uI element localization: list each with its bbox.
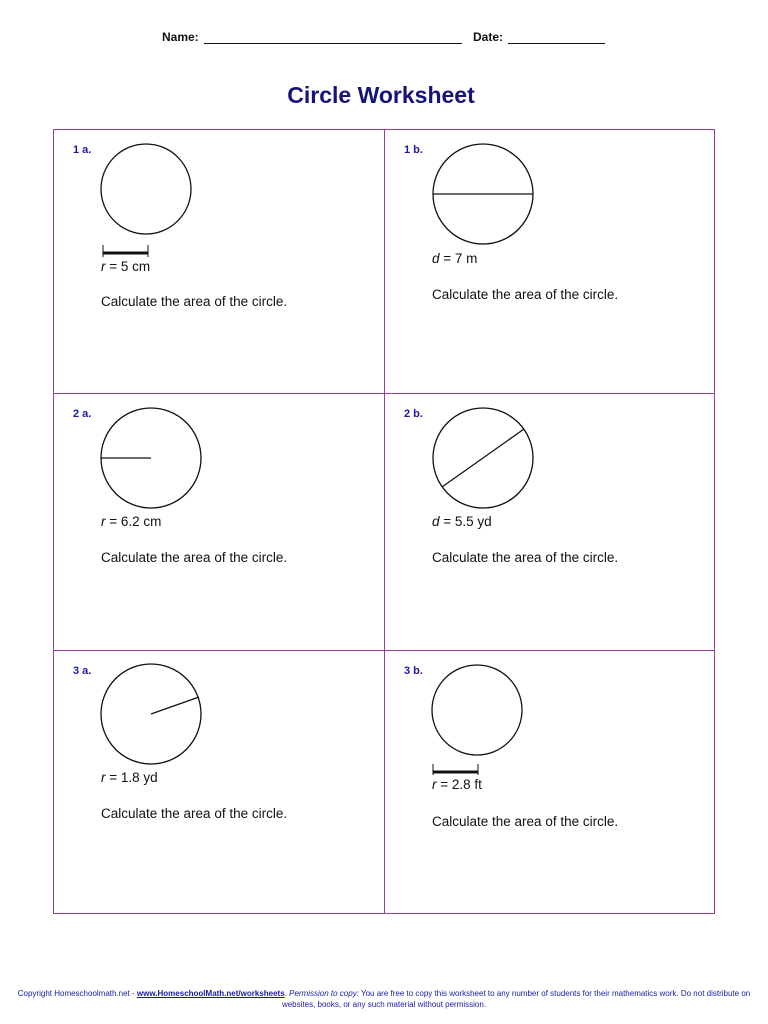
problem-number: 1 a.: [73, 144, 92, 156]
problem-prompt: Calculate the area of the circle.: [432, 550, 619, 565]
problem-prompt: Calculate the area of the circle.: [101, 806, 288, 821]
given-value: d = 5.5 yd: [432, 514, 492, 529]
problem-prompt: Calculate the area of the circle.: [101, 294, 288, 309]
problem-cell-1a: [54, 130, 384, 393]
problem-prompt: Calculate the area of the circle.: [101, 550, 288, 565]
copyright-footer: [0, 988, 768, 1010]
problem-number: 3 b.: [404, 665, 423, 677]
date-blank-line[interactable]: [508, 43, 605, 44]
problem-number: 2 a.: [73, 408, 92, 420]
footer-separator: .: [284, 989, 290, 998]
problem-number: 1 b.: [404, 144, 423, 156]
problem-grid: [53, 129, 715, 914]
problem-cell-2a: [54, 394, 384, 650]
problem-prompt: Calculate the area of the circle.: [432, 287, 619, 302]
permission-text: You are free to copy this worksheet to any number of students for their mathematics work. Do not distribute on websites, books, or any such material without permission.: [281, 989, 751, 1009]
given-value: d = 7 m: [432, 251, 478, 266]
problem-number: 2 b.: [404, 408, 423, 420]
page-title: Circle Worksheet: [287, 82, 475, 108]
date-label: Date:: [473, 30, 504, 44]
name-blank-line[interactable]: [204, 43, 462, 44]
problem-number: 3 a.: [73, 665, 92, 677]
problem-cell-2b: [385, 394, 715, 650]
given-value: r = 1.8 yd: [101, 770, 158, 785]
given-value: r = 5 cm: [101, 259, 151, 274]
given-value: r = 2.8 ft: [432, 777, 482, 792]
name-label: Name:: [162, 30, 199, 44]
problem-cell-3b: [385, 651, 715, 913]
given-value: r = 6.2 cm: [101, 514, 162, 529]
permission-label: Permission to copy:: [289, 989, 359, 998]
problem-cell-3a: [54, 651, 384, 913]
worksheets-link[interactable]: www.HomeschoolMath.net/worksheets: [136, 989, 285, 998]
problem-prompt: Calculate the area of the circle.: [432, 814, 619, 829]
copyright-text: Copyright Homeschoolmath.net -: [17, 989, 137, 998]
problem-cell-1b: [385, 130, 715, 393]
